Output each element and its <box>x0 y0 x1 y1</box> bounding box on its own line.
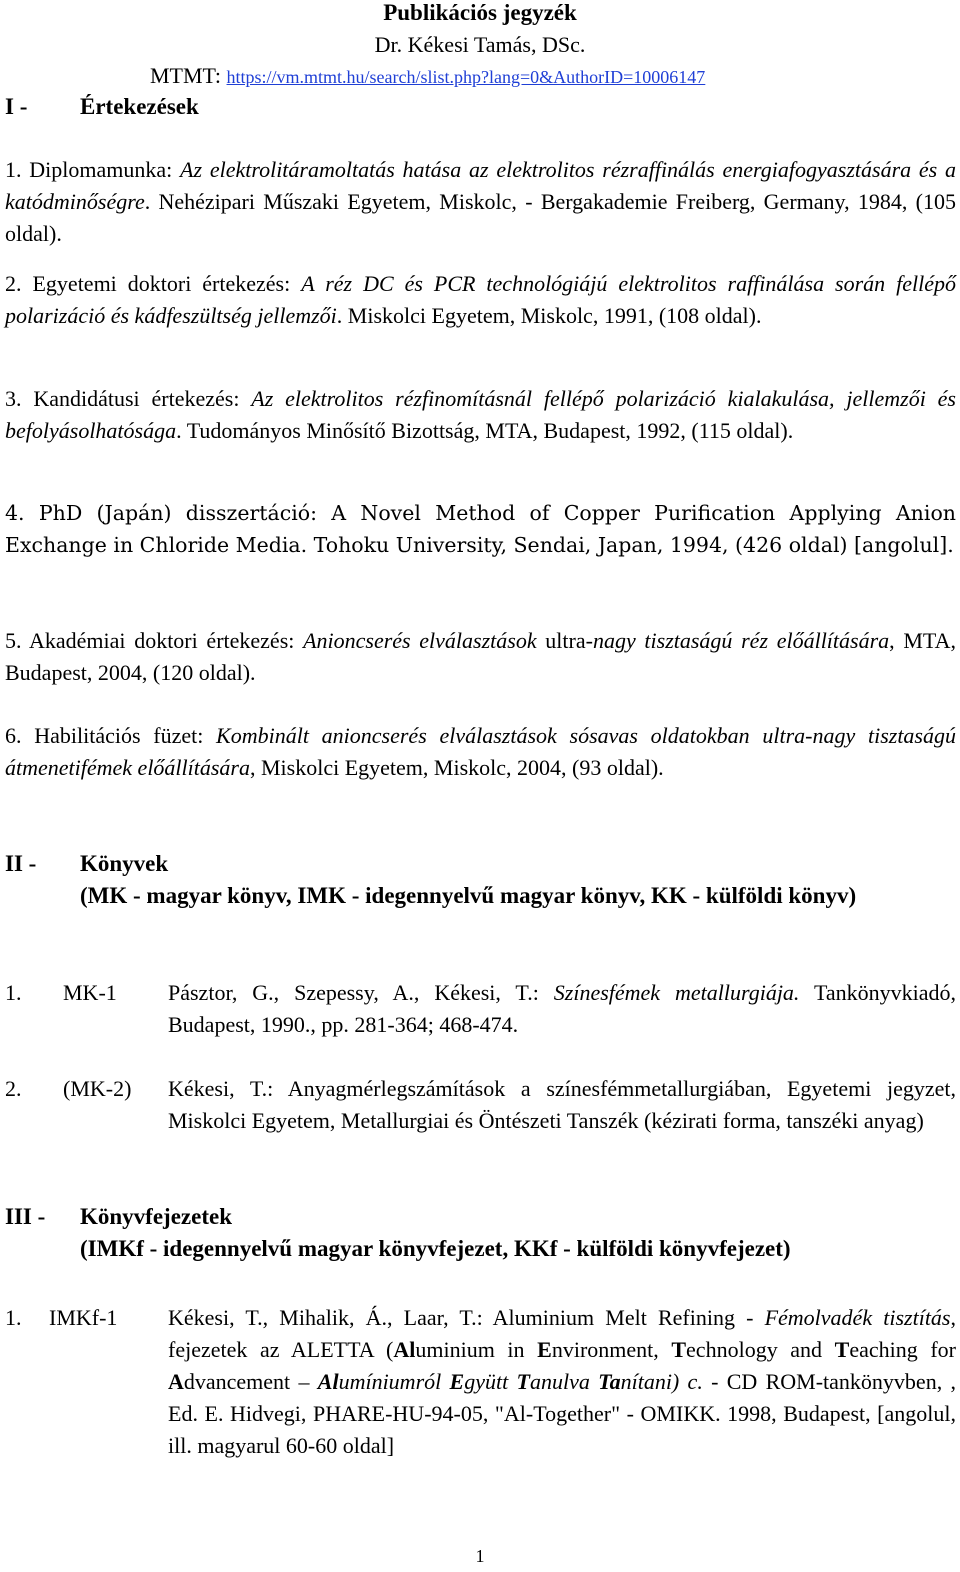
page-number: 1 <box>475 1546 485 1566</box>
list-item-thesis-1 <box>5 154 956 250</box>
mtmt-link[interactable]: https://vm.mtmt.hu/search/slist.php?lang=0&AuthorID=10006147 <box>226 67 706 87</box>
page-title: Publikációs jegyzék <box>383 0 577 25</box>
item-number: 4. <box>5 501 25 525</box>
author-name: Dr. Kékesi Tamás, DSc. <box>374 32 586 57</box>
item-number: 2. <box>5 1076 22 1101</box>
item-title-cont: nagy tisztaságú réz előállítására <box>592 628 890 653</box>
item-type: PhD (Japán) disszertáció: <box>38 501 332 525</box>
list-item-thesis-5 <box>5 625 956 689</box>
item-code: IMKf-1 <box>49 1305 118 1330</box>
item-details: A Novel Method of Copper Purification Applying Anion Exchange in Chloride Media. Tohoku University, Sendai, Japan, 1994, (426 oldal) [angolul]. <box>5 501 956 557</box>
item-type: Habilitációs füzet: <box>34 723 217 748</box>
item-title: Az elektrolitáramoltatás hatása az elektrolitos rézraffinálás energiafogyasztására és a katódminőségre <box>5 157 957 214</box>
item-details: . Tudományos Minősítő Bizottság, MTA, Budapest, 1992, (115 oldal). <box>176 418 794 443</box>
item-authors: Pásztor, G., Szepessy, A., Kékesi, T.: <box>168 980 554 1005</box>
item-body: Kékesi, T.: Anyagmérlegszámítások a színesfémmetallurgiában, Egyetemi jegyzet, Miskolci Egyetem, Metallurgiai és Öntészeti Tanszék (kézirati forma, tanszéki anyag) <box>168 1076 956 1133</box>
item-number: 5. <box>5 628 22 653</box>
item-number: 1. <box>5 1305 22 1330</box>
mtmt-label: MTMT: <box>150 63 227 88</box>
item-type: Kandidátusi értekezés: <box>33 386 252 411</box>
item-type: Diplomamunka: <box>29 157 181 182</box>
item-number: 1. <box>5 157 22 182</box>
item-title: A réz DC és PCR technológiájú elektrolitos raffinálása során fellépő polarizáció és kádfeszültség jellemzői <box>5 271 957 328</box>
mtmt-line <box>150 60 705 93</box>
item-details: , MTA, Budapest, 2004, (120 oldal). <box>5 628 956 685</box>
item-details: , Miskolci Egyetem, Miskolc, 2004, (93 oldal). <box>250 755 664 780</box>
item-details: . Nehézipari Műszaki Egyetem, Miskolc, - Bergakademie Freiberg, Germany, 1984, (105 oldal). <box>5 189 956 246</box>
item-title: Színesfémek metallurgiája. <box>553 980 800 1005</box>
item-title-mid: ultra- <box>536 628 593 653</box>
section-3-title: Könyvfejezetek <box>80 1204 232 1229</box>
section-2-title: Könyvek <box>80 851 169 876</box>
list-item-thesis-2 <box>5 268 956 332</box>
item-body <box>168 977 956 1041</box>
item-type: Egyetemi doktori értekezés: <box>32 271 302 296</box>
item-number: 2. <box>5 271 22 296</box>
section-2-number: II - <box>5 851 37 876</box>
item-title: Az elektrolitos rézfinomításnál fellépő polarizáció kialakulása, jellemzői és befolyásolhatósága <box>5 386 956 443</box>
item-number: 6. <box>5 723 22 748</box>
item-details: Tankönyvkiadó, Budapest, 1990., pp. 281-364; 468-474. <box>168 980 956 1037</box>
item-body: Kékesi, T., Mihalik, Á., Laar, T.: Aluminium Melt Refining - Fémolvadék tisztítás, fejezetek az ALETTA (Aluminium in Environment, Technology and Teaching for Advancement – Alumíniumról Együtt Tanulva Tanítani) c. - CD ROM-tankönyvben, , Ed. E. Hidvegi, PHARE-HU-94-05, "Al-Together" - OMIKK. 1998, Budapest, [angolul, ill. magyarul 60-60 oldal] <box>168 1305 957 1458</box>
item-details: . Miskolci Egyetem, Miskolc, 1991, (108 oldal). <box>336 303 762 328</box>
item-number: 1. <box>5 980 22 1005</box>
item-type: Akadémiai doktori értekezés: <box>28 628 304 653</box>
list-item-thesis-6 <box>5 720 956 784</box>
item-code: MK-1 <box>63 980 117 1005</box>
item-code: (MK-2) <box>63 1076 132 1101</box>
list-item-thesis-3 <box>5 383 956 447</box>
item-title: Anioncserés elválasztások <box>303 628 537 653</box>
section-1-title: Értekezések <box>80 94 199 119</box>
section-3-number: III - <box>5 1204 46 1229</box>
list-item-thesis-4 <box>5 497 956 561</box>
item-title: Kombinált anioncserés elválasztások sósavas oldatokban ultra-nagy tisztaságú átmenetifémek előállítására <box>5 723 956 780</box>
item-number: 3. <box>5 386 22 411</box>
section-3-subtitle: (IMKf - idegennyelvű magyar könyvfejezet, KKf - külföldi könyvfejezet) <box>80 1236 791 1261</box>
section-2-subtitle: (MK - magyar könyv, IMK - idegennyelvű magyar könyv, KK - külföldi könyv) <box>80 883 857 908</box>
section-1-number: I - <box>5 94 28 119</box>
